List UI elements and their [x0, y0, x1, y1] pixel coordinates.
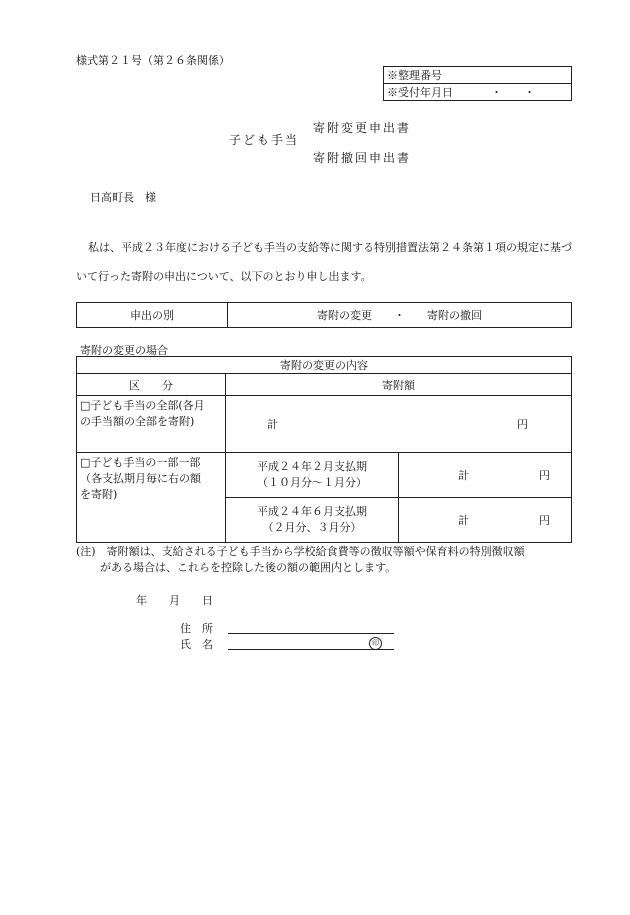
title-left: 子ども手当: [229, 133, 300, 147]
section-label: 寄附の変更の場合: [80, 344, 168, 357]
period-feb-line1: 平成２４年２月支払期: [257, 460, 367, 473]
period-feb: [226, 453, 399, 498]
title-change: 寄附変更申出書: [313, 121, 412, 135]
period-feb-amount: [399, 453, 572, 498]
table-header: 寄附の変更の内容: [77, 357, 572, 374]
row-all-total: 計: [267, 418, 278, 431]
column-category: 区 分: [77, 374, 226, 396]
form-number: 様式第２１号（第２６条関係）: [76, 54, 230, 67]
name-label: 氏 名: [180, 638, 213, 651]
column-amount: 寄附額: [226, 374, 572, 396]
row-all-yen: 円: [517, 418, 528, 431]
date-line: 年 月 日: [136, 594, 213, 607]
row-all-category-line2: の手当額の全部を寄附): [80, 415, 195, 428]
period-jun: [226, 498, 399, 543]
period-jun-line1: 平成２４年６月支払期: [257, 505, 367, 518]
row-all-category-line1: □子ども手当の全部(各月: [80, 399, 205, 412]
period-jun-yen: 円: [539, 514, 550, 527]
request-type-value: 寄附の変更 ・ 寄附の撤回: [228, 303, 572, 328]
note-line2: がある場合は、これらを控除した後の額の範囲内とします。: [100, 561, 397, 574]
row-partial-category-line3: を寄附): [80, 488, 118, 501]
row-partial-category: [77, 453, 226, 543]
registry-date-dots: ・ ・: [491, 86, 535, 99]
change-content-table: [76, 356, 572, 543]
period-jun-line2: （２月分、３月分）: [262, 521, 362, 534]
row-partial-category-line2: （各支払期月毎に右の額: [80, 472, 201, 485]
period-feb-line2: （１０月分〜１月分）: [257, 476, 367, 489]
period-jun-total: 計: [458, 514, 469, 527]
title-withdraw: 寄附撤回申出書: [313, 151, 412, 165]
registry-date-cell: [384, 84, 572, 101]
seal-icon: 印: [369, 637, 382, 650]
row-all-category: [77, 396, 226, 453]
registry-number-label: ※整理番号: [384, 67, 572, 84]
row-all-amount: [226, 396, 572, 453]
address-label: 住 所: [180, 622, 213, 635]
registry-date-label: ※受付年月日: [387, 86, 453, 99]
request-type-table: [76, 302, 572, 328]
period-feb-yen: 円: [539, 469, 550, 482]
note-line1: (注) 寄附額は、支給される子ども手当から学校給食費等の徴収等額や保育料の特別徴収額: [76, 545, 525, 558]
registry-table: [383, 66, 572, 101]
addressee: 日高町長 様: [90, 191, 156, 204]
row-partial-category-line1: □子ども手当の一部一部: [80, 456, 201, 469]
address-field[interactable]: [228, 621, 394, 634]
period-feb-total: 計: [458, 469, 469, 482]
request-type-label: 申出の別: [77, 303, 228, 328]
period-jun-amount: [399, 498, 572, 543]
note: [76, 544, 576, 576]
body-text: 私は、平成２３年度における子ども手当の支給等に関する特別措置法第２４条第１項の規定に基づいて行った寄附の申出について、以下のとおり申し出ます。: [76, 241, 572, 283]
